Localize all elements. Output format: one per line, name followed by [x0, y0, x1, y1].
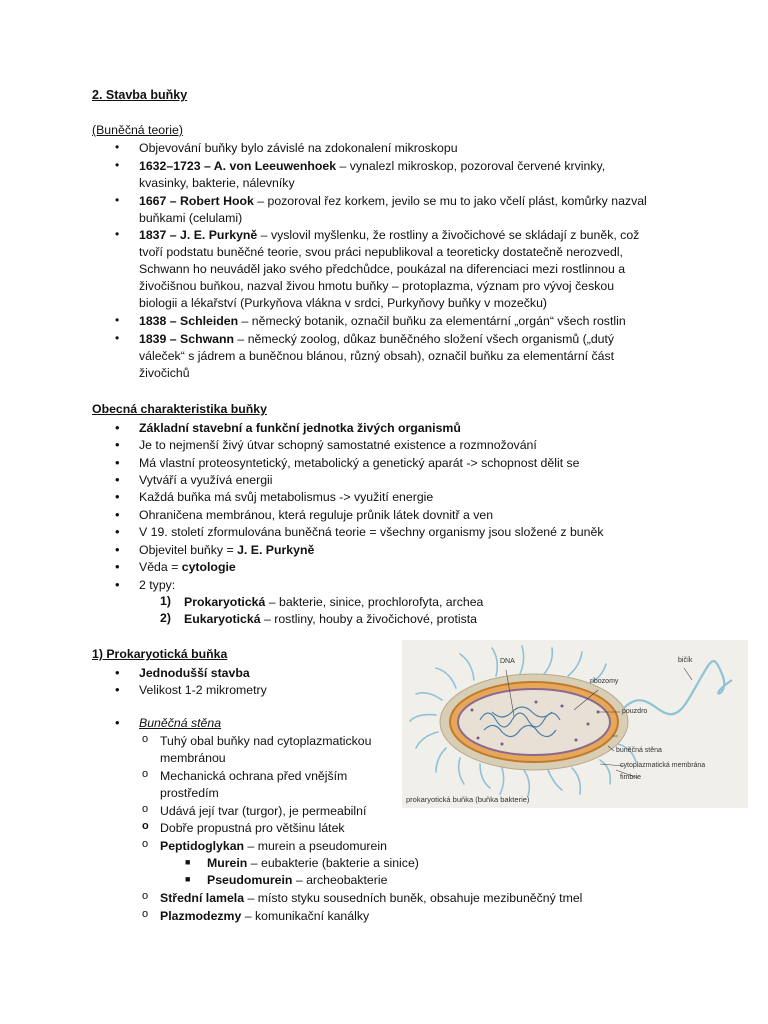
list-item-cont: váleček“ s jádrem a buněčnou blánou, různý obsah), označil buňku za elementární část — [139, 349, 615, 363]
list-item: Věda = cytologie — [139, 560, 236, 574]
list-item: Vytváří a využívá energii — [139, 473, 273, 487]
list-item: Je to nejmenší živý útvar schopný samostatné existence a rozmnožování — [139, 438, 537, 452]
label-flagellum: bičík — [678, 657, 693, 664]
bacterium-illustration — [402, 640, 748, 808]
list-item: Střední lamela – místo styku sousedních buněk, obsahuje mezibuněčný tmel — [160, 891, 583, 905]
bullet: • — [115, 455, 120, 470]
bullet-o: o — [142, 890, 149, 902]
label-ribosomes: ribozomy — [590, 678, 619, 685]
list-item: Velikost 1-2 mikrometry — [139, 683, 267, 697]
list-item: Mechanická ochrana před vnějším — [160, 769, 348, 783]
list-item-cont: živočišnou buňkou, nazval živou hmotu buňky – protoplazma, význam pro vývoj českou — [139, 279, 615, 293]
label-cytoplasmic-membrane: cytoplazmatická membrána — [620, 762, 706, 769]
bullet: • — [115, 559, 120, 574]
list-item: 1837 – J. E. Purkyně – vyslovil myšlenku, že rostliny a živočichové se skládají z buněk, což — [139, 228, 640, 242]
list-item-cont: membránou — [160, 751, 226, 765]
section-heading-obecna: Obecná charakteristika buňky — [92, 402, 267, 416]
list-item: Udává její tvar (turgor), je permeabilní — [160, 804, 367, 818]
bullet: • — [115, 193, 120, 207]
bullet: • — [115, 542, 120, 557]
list-item: 1632–1723 – A. von Leeuwenhoek – vynalezl mikroskop, pozoroval červené krvinky, — [139, 159, 606, 173]
type-number: 2) — [160, 611, 171, 625]
list-item-cont: tvoří podstatu buněčné teorie, svou práci nepublikoval a teoreticky dostatečně nerozvedl, — [139, 245, 623, 259]
type-item: Eukaryotická – rostliny, houby a živočichové, protista — [184, 612, 478, 626]
section-heading-prokaryota: 1) Prokaryotická buňka — [92, 647, 228, 661]
prokaryotic-cell-figure — [402, 640, 748, 808]
list-item: Tuhý obal buňky nad cytoplazmatickou — [160, 734, 372, 748]
bullet-o: o — [142, 838, 149, 850]
bullet: • — [115, 472, 120, 487]
section-heading-teorie: (Buněčná teorie) — [92, 123, 183, 137]
list-item: Plazmodezmy – komunikační kanálky — [160, 909, 370, 923]
figure-caption: prokaryotická buňka (buňka bakterie) — [406, 795, 530, 804]
list-item: Každá buňka má svůj metabolismus -> využití energie — [139, 490, 434, 504]
type-item: Prokaryotická – bakterie, sinice, prochlorofyta, archea — [184, 595, 484, 609]
bullet: • — [115, 437, 120, 452]
list-item: 1667 – Robert Hook – pozoroval řez korkem, jevilo se mu to jako včelí plást, komůrky nazval — [139, 194, 647, 208]
bullet: • — [115, 313, 120, 327]
bullet-o: o — [142, 733, 149, 745]
list-item-cont: živočichů — [139, 366, 190, 380]
list-item: Ohraničena membránou, která reguluje průnik látek dovnitř a ven — [139, 508, 494, 522]
bullet-square: ■ — [185, 857, 191, 867]
subheading-stena: Buněčná stěna — [139, 716, 222, 730]
label-fimbriae: fimbrie — [620, 774, 642, 781]
list-item: Objevitel buňky = J. E. Purkyně — [139, 543, 315, 557]
list-item: Objevování buňky bylo závislé na zdokonalení mikroskopu — [139, 141, 458, 155]
label-cell-wall: buněčná stěna — [616, 747, 662, 754]
list-item: Jednodušší stavba — [139, 666, 250, 680]
list-item-cont: biologii a lékařství (Purkyňova vlákna v srdci, Purkyňovy buňky v mozečku) — [139, 296, 548, 310]
type-number: 1) — [160, 594, 171, 608]
page-title: 2. Stavba buňky — [92, 88, 188, 102]
list-item: Murein – eubakterie (bakterie a sinice) — [207, 856, 419, 870]
bullet-o: o — [142, 803, 149, 815]
label-capsule: pouzdro — [622, 708, 648, 715]
label-dna: DNA — [500, 658, 515, 665]
list-item: 2 typy: — [139, 578, 176, 592]
list-item-cont: Schwann ho neuváděl jako svého předchůdce, poukázal na diferenciaci mezi rostlinnou a — [139, 262, 626, 276]
list-item: V 19. století zformulována buněčná teorie = všechny organismy jsou složené z buněk — [139, 525, 604, 539]
list-item-cont: prostředím — [160, 786, 219, 800]
list-item-cont: buňkami (celulami) — [139, 211, 243, 225]
bullet: • — [115, 140, 120, 154]
bullet: • — [115, 420, 120, 435]
bullet-o: o — [142, 768, 149, 780]
list-item: 1838 – Schleiden – německý botanik, označil buňku za elementární „orgán“ všech rostlin — [139, 314, 626, 328]
bullet: • — [115, 489, 120, 504]
list-item: 1839 – Schwann – německý zoolog, důkaz buněčného složení všech organismů („dutý — [139, 332, 615, 346]
bullet: • — [115, 524, 120, 539]
bullet-o: o — [142, 908, 149, 920]
list-item: Dobře propustná pro většinu látek — [160, 821, 345, 835]
bullet: • — [115, 227, 120, 241]
bullet: • — [115, 665, 120, 680]
list-item: Pseudomurein – archeobakterie — [207, 873, 388, 887]
bullet: • — [115, 507, 120, 522]
list-item: Základní stavební a funkční jednotka živých organismů — [139, 421, 461, 435]
bullet-square: ■ — [185, 874, 191, 884]
bullet-o: o — [142, 820, 149, 832]
list-item: Peptidoglykan – murein a pseudomurein — [160, 839, 387, 853]
bullet: • — [115, 682, 120, 697]
bullet: • — [115, 158, 120, 172]
bullet: • — [115, 577, 120, 592]
bullet: • — [115, 331, 120, 345]
list-item-cont: kvasinky, bakterie, nálevníky — [139, 176, 295, 190]
list-item: Má vlastní proteosyntetický, metabolický a genetický aparát -> schopnost dělit se — [139, 456, 580, 470]
bullet: • — [115, 715, 120, 730]
